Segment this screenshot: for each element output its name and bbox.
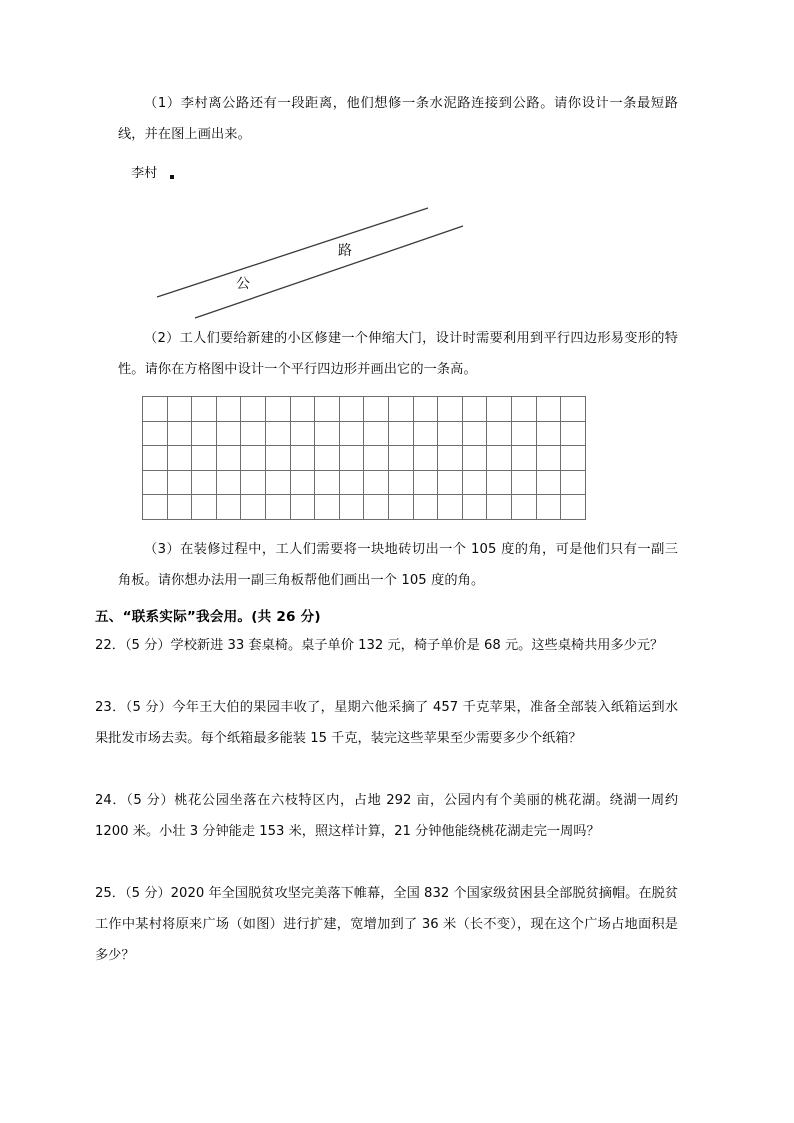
grid-cell[interactable] xyxy=(339,495,364,520)
problem-24-number: 24． xyxy=(95,793,127,808)
grid-cell[interactable] xyxy=(290,495,315,520)
grid-cell[interactable] xyxy=(265,495,290,520)
grid-cell[interactable] xyxy=(241,470,266,495)
village-label: 李村 xyxy=(131,166,158,181)
grid-row xyxy=(143,421,586,446)
grid-cell[interactable] xyxy=(339,421,364,446)
grid-row xyxy=(143,495,586,520)
grid-cell[interactable] xyxy=(364,495,389,520)
grid-cell[interactable] xyxy=(388,421,413,446)
grid-cell[interactable] xyxy=(192,397,217,422)
grid-cell[interactable] xyxy=(143,470,168,495)
grid-cell[interactable] xyxy=(241,397,266,422)
grid-cell[interactable] xyxy=(462,446,487,471)
problem-23-marks: （5 分） xyxy=(125,700,173,715)
grid-cell[interactable] xyxy=(167,421,192,446)
problem-22-body xyxy=(95,630,678,661)
grid-cell[interactable] xyxy=(290,446,315,471)
problem-23-text: 今年王大伯的果园丰收了，星期六他采摘了 457 千克苹果，准备全部装入纸箱运到水果批发市场去卖。每个纸箱最多能装 15 千克，装完这些苹果至少需要多少个纸箱？ xyxy=(95,700,679,746)
grid-row xyxy=(143,446,586,471)
grid-cell[interactable] xyxy=(216,495,241,520)
grid-cell[interactable] xyxy=(315,397,340,422)
problem-23-number: 23． xyxy=(95,700,126,715)
grid-cell[interactable] xyxy=(339,470,364,495)
problem-25-text: 2020 年全国脱贫攻坚完美落下帷幕，全国 832 个国家级贫困县全部脱贫摘帽。在脱贫工作中某村将原来广场（如图）进行扩建，宽增加到了 36 米（长不变），现在这个广场占地面积是多少？ xyxy=(95,886,679,963)
grid-cell[interactable] xyxy=(364,421,389,446)
grid-cell[interactable] xyxy=(462,470,487,495)
grid-cell[interactable] xyxy=(241,495,266,520)
grid-cell[interactable] xyxy=(561,397,586,422)
grid-cell[interactable] xyxy=(536,446,561,471)
problem-25-body xyxy=(95,878,678,971)
grid-cell[interactable] xyxy=(487,397,512,422)
grid-body xyxy=(143,397,586,520)
road-lines-svg xyxy=(150,198,480,326)
problem-23 xyxy=(95,692,678,754)
grid-cell[interactable] xyxy=(167,446,192,471)
village-point-marker xyxy=(170,175,174,179)
grid-cell[interactable] xyxy=(487,470,512,495)
grid-cell[interactable] xyxy=(511,495,536,520)
problem-22 xyxy=(95,630,678,661)
grid-cell[interactable] xyxy=(241,446,266,471)
grid-cell[interactable] xyxy=(561,495,586,520)
grid-cell[interactable] xyxy=(265,397,290,422)
grid-cell[interactable] xyxy=(315,470,340,495)
grid-cell[interactable] xyxy=(438,495,463,520)
grid-cell[interactable] xyxy=(241,421,266,446)
grid-cell[interactable] xyxy=(216,421,241,446)
problem-24-text: 桃花公园坐落在六枝特区内，占地 292 亩，公园内有个美丽的桃花湖。绕湖一周约 1200 米。小壮 3 分钟能走 153 米，照这样计算，21 分钟他能绕桃花湖走完一周吗？ xyxy=(95,793,679,839)
grid-cell[interactable] xyxy=(265,421,290,446)
grid-cell[interactable] xyxy=(462,495,487,520)
grid-row xyxy=(143,470,586,495)
grid-cell[interactable] xyxy=(388,446,413,471)
grid-cell[interactable] xyxy=(462,397,487,422)
grid-cell[interactable] xyxy=(167,495,192,520)
grid-cell[interactable] xyxy=(511,397,536,422)
grid-cell[interactable] xyxy=(143,397,168,422)
grid-cell[interactable] xyxy=(561,421,586,446)
grid-cell[interactable] xyxy=(364,446,389,471)
grid-cell[interactable] xyxy=(192,470,217,495)
grid-cell[interactable] xyxy=(315,495,340,520)
question-2-text: （2）工人们要给新建的小区修建一个伸缩大门，设计时需要利用到平行四边形易变形的特性。请你在方格图中设计一个平行四边形并画出它的一条高。 xyxy=(118,331,678,377)
grid-cell[interactable] xyxy=(511,446,536,471)
grid-cell[interactable] xyxy=(388,470,413,495)
grid-cell[interactable] xyxy=(265,470,290,495)
grid-cell[interactable] xyxy=(438,470,463,495)
grid-cell[interactable] xyxy=(388,495,413,520)
grid-cell[interactable] xyxy=(216,397,241,422)
grid-cell[interactable] xyxy=(487,446,512,471)
question-3-text: （3）在装修过程中，工人们需要将一块地砖切出一个 105 度的角，可是他们只有一副三角板。请你想办法用一副三角板帮他们画出一个 105 度的角。 xyxy=(118,542,678,588)
grid-cell[interactable] xyxy=(462,421,487,446)
problem-25-marks: （5 分） xyxy=(125,886,171,901)
problem-22-marks: （5 分） xyxy=(124,638,171,653)
problem-22-text: 学校新进 33 套桌椅。桌子单价 132 元，椅子单价是 68 元。这些桌椅共用多少元？ xyxy=(170,638,664,653)
grid-cell[interactable] xyxy=(143,495,168,520)
section-heading: 五、“联系实际”我会用。(共 26 分) xyxy=(95,609,321,625)
grid-cell[interactable] xyxy=(167,470,192,495)
grid-cell[interactable] xyxy=(339,446,364,471)
grid-cell[interactable] xyxy=(511,470,536,495)
grid-cell[interactable] xyxy=(143,446,168,471)
grid-row xyxy=(143,397,586,422)
grid-cell[interactable] xyxy=(315,421,340,446)
road-figure xyxy=(150,198,480,326)
grid-cell[interactable] xyxy=(167,397,192,422)
grid-cell[interactable] xyxy=(413,495,438,520)
grid-cell[interactable] xyxy=(388,397,413,422)
grid-cell[interactable] xyxy=(315,446,340,471)
grid-cell[interactable] xyxy=(536,470,561,495)
grid-cell[interactable] xyxy=(143,421,168,446)
grid-cell[interactable] xyxy=(290,421,315,446)
grid-cell[interactable] xyxy=(216,470,241,495)
grid-cell[interactable] xyxy=(364,397,389,422)
grid-cell[interactable] xyxy=(561,470,586,495)
grid-cell[interactable] xyxy=(192,495,217,520)
grid-cell[interactable] xyxy=(536,495,561,520)
grid-cell[interactable] xyxy=(561,446,586,471)
grid-cell[interactable] xyxy=(290,397,315,422)
grid-cell[interactable] xyxy=(413,397,438,422)
grid-cell[interactable] xyxy=(487,421,512,446)
grid-cell[interactable] xyxy=(438,397,463,422)
grid-cell[interactable] xyxy=(192,421,217,446)
grid-cell[interactable] xyxy=(487,495,512,520)
question-1-text: （1）李村离公路还有一段距离，他们想修一条水泥路连接到公路。请你设计一条最短路线，并在图上画出来。 xyxy=(118,96,678,142)
problem-24-body xyxy=(95,785,678,847)
problem-24 xyxy=(95,785,678,847)
grid-cell[interactable] xyxy=(339,397,364,422)
grid-table xyxy=(142,396,586,520)
grid-cell[interactable] xyxy=(265,446,290,471)
grid-cell[interactable] xyxy=(413,421,438,446)
square-grid-figure xyxy=(142,396,586,520)
grid-cell[interactable] xyxy=(438,421,463,446)
grid-cell[interactable] xyxy=(290,470,315,495)
grid-cell[interactable] xyxy=(413,470,438,495)
problem-22-number: 22． xyxy=(95,638,125,653)
problem-24-marks: （5 分） xyxy=(126,793,175,808)
grid-cell[interactable] xyxy=(216,446,241,471)
road-char-lu: 路 xyxy=(338,243,352,259)
grid-cell[interactable] xyxy=(536,397,561,422)
problem-25 xyxy=(95,878,678,971)
grid-cell[interactable] xyxy=(438,446,463,471)
road-char-gong: 公 xyxy=(236,276,250,292)
grid-cell[interactable] xyxy=(511,421,536,446)
grid-cell[interactable] xyxy=(536,421,561,446)
problem-23-body xyxy=(95,692,678,754)
grid-cell[interactable] xyxy=(192,446,217,471)
grid-cell[interactable] xyxy=(413,446,438,471)
problem-25-number: 25． xyxy=(95,886,126,901)
grid-cell[interactable] xyxy=(364,470,389,495)
